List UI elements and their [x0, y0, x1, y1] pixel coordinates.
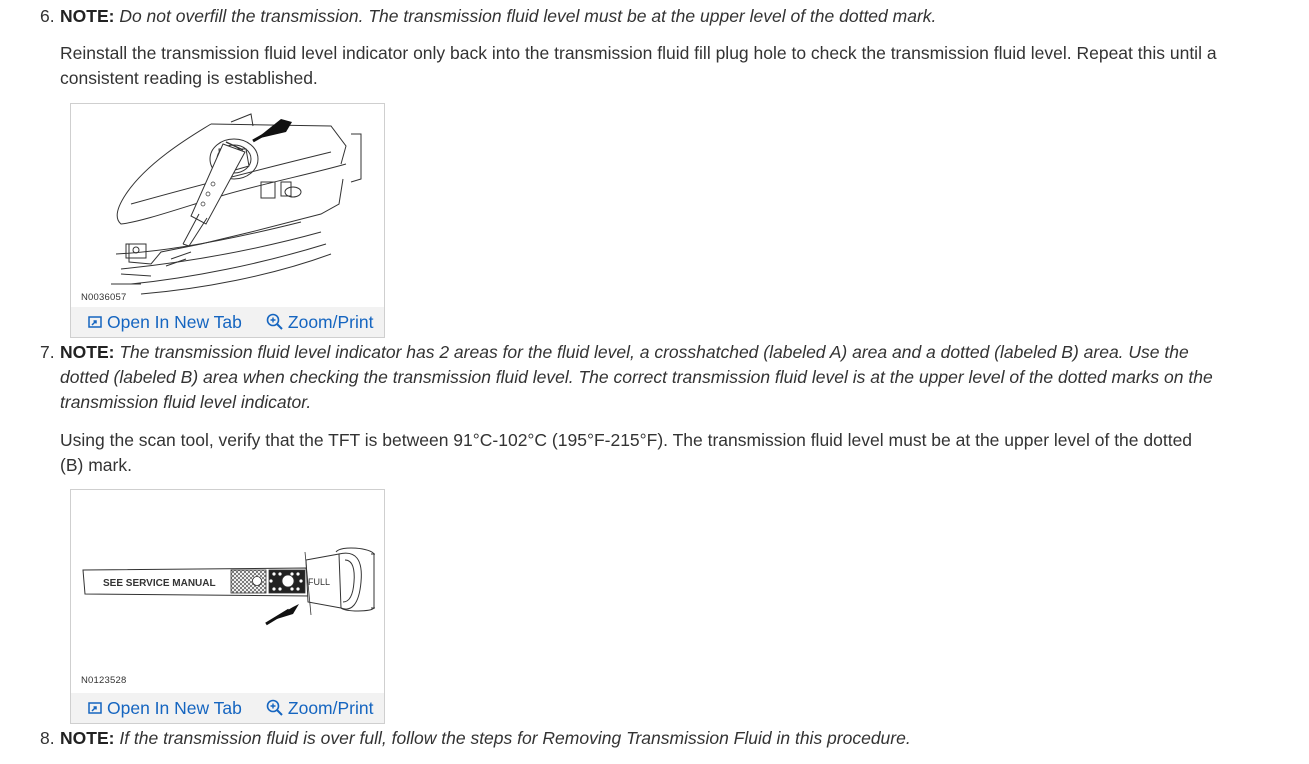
zoom-print-link[interactable]: [266, 312, 374, 333]
open-in-new-tab-link[interactable]: [87, 698, 242, 719]
step-number: 8.: [40, 728, 55, 748]
step-note: [60, 4, 1220, 29]
note-label: NOTE:: [60, 728, 115, 748]
figure-actions: [71, 693, 384, 723]
figure-id: N0036057: [81, 292, 127, 303]
step-body: Using the scan tool, verify that the TFT is between 91°C-102°C (195°F-215°F). The transmission fluid level must be at the upper level of the dotted (B) mark.: [60, 430, 1193, 475]
open-in-new-tab-icon: [87, 700, 103, 716]
zoom-print-label: Zoom/Print: [287, 311, 374, 332]
note-label: NOTE:: [60, 342, 115, 362]
zoom-print-link[interactable]: [266, 698, 374, 719]
transmission-fill-plug-illustration: [71, 104, 384, 307]
fluid-level-indicator-illustration: [71, 490, 384, 693]
figure-n0123528: [70, 489, 385, 724]
step-number: 7.: [40, 342, 55, 362]
figure-illustration[interactable]: [71, 490, 384, 693]
zoom-in-icon: [266, 699, 284, 717]
figure-n0036057: [70, 103, 385, 338]
step-note: [60, 340, 1220, 415]
note-label: NOTE:: [60, 6, 115, 26]
step-number: 6.: [40, 6, 55, 26]
note-text: The transmission fluid level indicator has 2 areas for the fluid level, a crosshatched (labeled A) area and a dotted (labeled B) area. Use the dotted (labeled B) area when checking the transmission fluid level. The correct transmission fluid level is at the upper level of the dotted marks on the transmission fluid level indicator.: [60, 342, 1213, 412]
open-in-new-tab-label: Open In New Tab: [107, 697, 242, 718]
zoom-print-label: Zoom/Print: [287, 697, 374, 718]
figure-id: N0123528: [81, 675, 127, 686]
figure-illustration[interactable]: [71, 104, 384, 307]
open-in-new-tab-icon: [87, 314, 103, 330]
figure-actions: [71, 307, 384, 337]
step-6: [40, 4, 1220, 29]
step-body: Reinstall the transmission fluid level indicator only back into the transmission fluid fill plug hole to check the transmission fluid level. Repeat this until a consistent reading is established.: [60, 43, 1217, 88]
note-text: If the transmission fluid is over full, follow the steps for Removing Transmission Fluid in this procedure.: [119, 728, 911, 748]
note-text: Do not overfill the transmission. The transmission fluid level must be at the upper level of the dotted mark.: [119, 6, 937, 26]
full-mark-label: FULL: [308, 577, 331, 587]
zoom-in-icon: [266, 313, 284, 331]
dipstick-text: SEE SERVICE MANUAL: [103, 578, 216, 589]
open-in-new-tab-link[interactable]: [87, 312, 242, 333]
step-8: [40, 726, 1220, 751]
step-note: [60, 726, 1220, 751]
open-in-new-tab-label: Open In New Tab: [107, 311, 242, 332]
step-7: [40, 340, 1220, 415]
